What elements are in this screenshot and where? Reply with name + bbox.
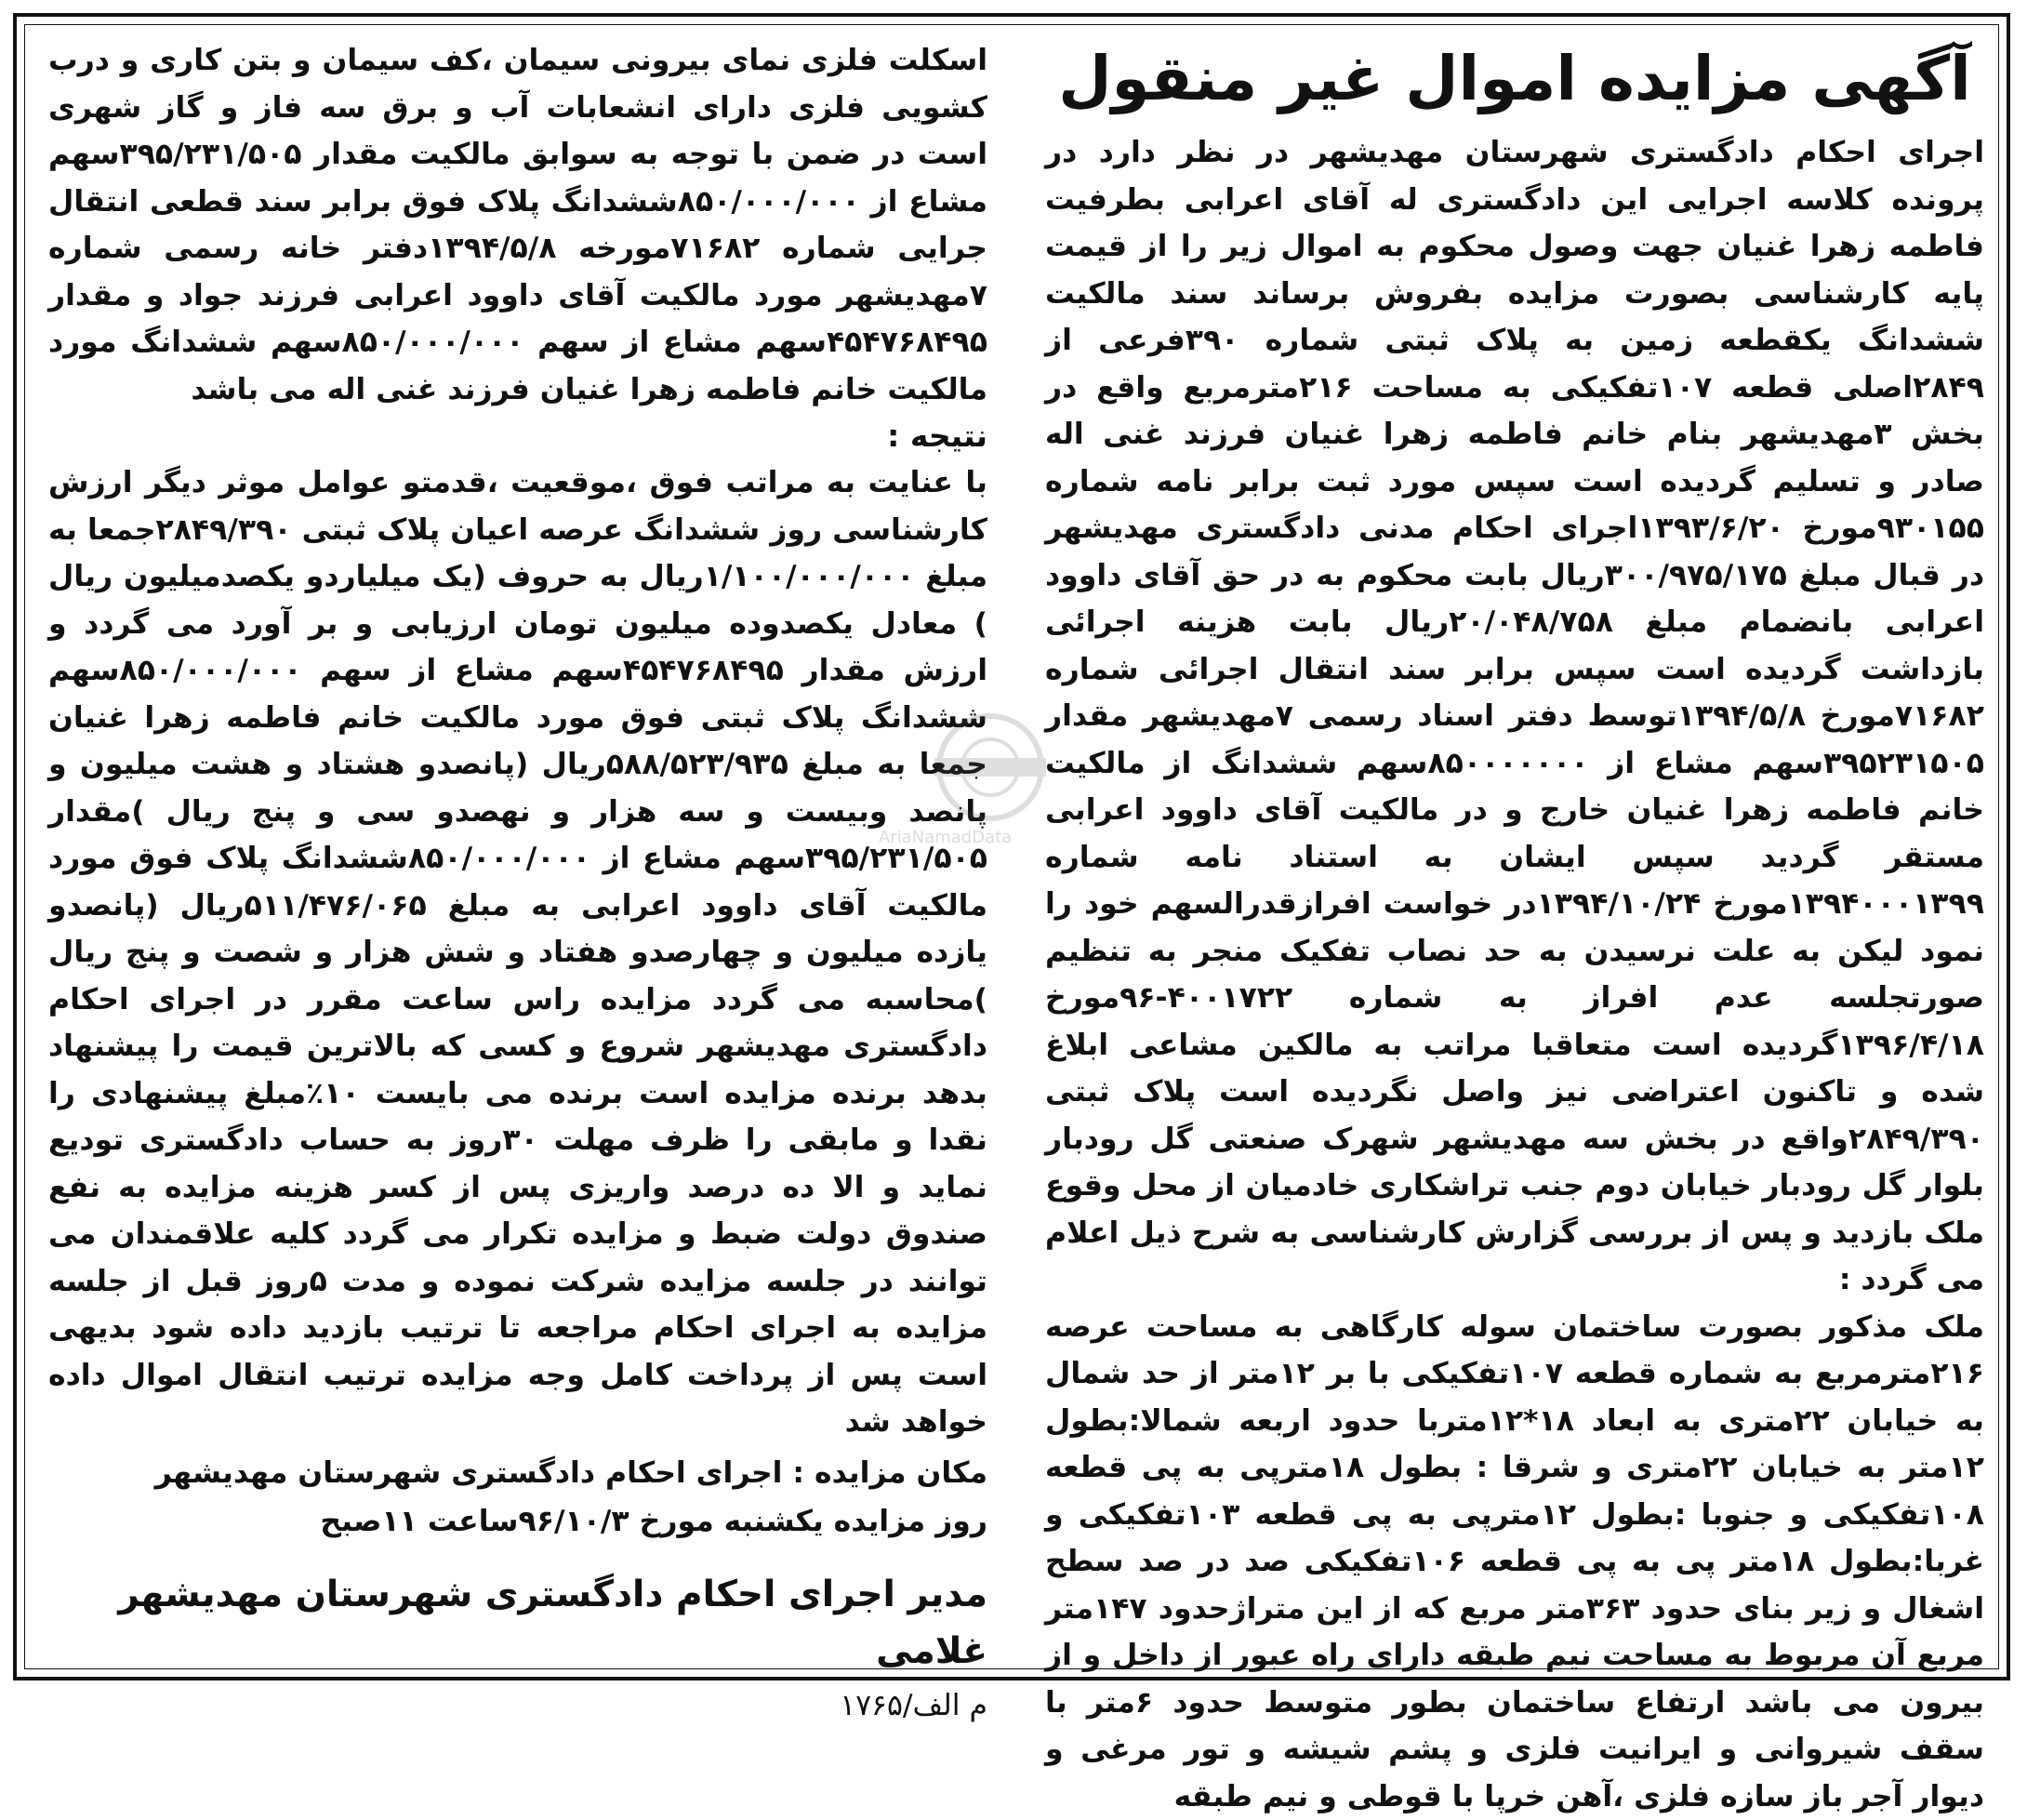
watermark-logo: [879, 707, 1102, 893]
notice-paragraph-2: ملک مذکور بصورت ساختمان سوله کارگاهی به مساحت عرصه ۲۱۶مترمربع به شماره قطعه ۱۰۷تفکیکی با بر ۱۲متر از حد شمال به خیابان ۲۲متری به ابعاد ۱۸*۱۲متربا حدود اربعه شمالا:بطول ۱۲متر به خیابان ۲۲متری و شرقا : بطول ۱۸مترپی به پی قطعه ۱۰۸تفکیکی و جنوبا :بطول ۱۲مترپی به پی قطعه ۱۰۳تفکیکی و غربا:بطول ۱۸متر پی به پی قطعه ۱۰۶تفکیکی صد در صد سطح اشغال و زیر بنای حدود ۳۶۳متر مربع که از این متراژحدود ۱۴۷متر مربع آن مربوط به مساحت نیم طبقه دارای راه عبور از داخل و از بیرون می باشد ارتفاع ساختمان بطور متوسط حدود ۶متر با سقف شیروانی و ایرانیت فلزی و پشم شیشه و تور مرغی و دیوار آجر باز سازه فلزی ،آهن خرپا با قوطی و نیم طبقه: [1045, 1304, 1984, 1820]
signature-title: مدیر اجرای احکام دادگستری شهرستان مهدیشهر: [48, 1565, 987, 1625]
watermark-emblem-icon: [879, 707, 1102, 828]
left-column: [48, 37, 987, 1722]
signature-name: غلامی: [48, 1630, 987, 1672]
notice-paragraph-1: اجرای احکام دادگستری شهرستان مهدیشهر در نظر دارد در پرونده کلاسه اجرایی این دادگستری له آقای اعرابی بطرفیت فاطمه زهرا غنیان جهت وصول محکوم به اموال زیر را از قیمت پایه کارشناسی بصورت مزایده بفروش برساند سند مالکیت ششدانگ یکقطعه زمین به پلاک ثبتی شماره ۳۹۰فرعی از ۲۸۴۹اصلی قطعه ۱۰۷تفکیکی به مساحت ۲۱۶مترمربع واقع در بخش ۳مهدیشهر بنام خانم فاطمه زهرا غنیان فرزند غنی اله صادر و تسلیم گردیده است سپس مورد ثبت برابر نامه شماره ۹۳۰۱۵۵مورخ ۱۳۹۳/۶/۲۰اجرای احکام مدنی دادگستری مهدیشهر در قبال مبلغ ۳۰۰/۹۷۵/۱۷۵ریال بابت محکوم به در حق آقای داوود اعرابی بانضمام مبلغ ۲۰/۰۴۸/۷۵۸ریال بابت هزینه اجرائی بازداشت گردیده است سپس برابر سند انتقال اجرائی شماره ۷۱۶۸۲مورخ ۱۳۹۴/۵/۸توسط دفتر اسناد رسمی ۷مهدیشهر مقدار ۳۹۵۲۳۱۵۰۵سهم مشاع از ۸۵۰۰۰۰۰۰۰سهم ششدانگ از مالکیت خانم فاطمه زهرا غنیان خارج و در مالکیت آقای داوود اعرابی مستقر گردید سپس ایشان به استناد نامه شماره ۱۳۹۴۰۰۰۱۳۹۹مورخ ۱۳۹۴/۱۰/۲۴در خواست افرازقدرالسهم خود را نمود لیکن به علت نرسیدن به حد نصاب تفکیک منجر به تنظیم صورتجلسه عدم افراز به شماره ۴۰۰۱۷۲۲-۹۶مورخ ۱۳۹۶/۴/۱۸گردیده است متعاقبا مراتب به مالکین مشاعی ابلاغ شده و تاکنون اعتراضی نیز واصل نگردیده است پلاک ثبتی ۲۸۴۹/۳۹۰واقع در بخش سه مهدیشهر شهرک صنعتی گل رودبار بلوار گل رودبار خیابان دوم جنب تراشکاری خادمیان از محل وقوع ملک بازدید و پس از بررسی گزارش کارشناسی به شرح ذیل اعلام می گردد :: [1045, 129, 1984, 1304]
auction-date: روز مزایده یکشنبه مورخ ۹۶/۱۰/۳ساعت ۱۱صبح: [48, 1500, 987, 1543]
notice-paragraph-3: اسکلت فلزی نمای بیرونی سیمان ،کف سیمان و بتن کاری و درب کشویی فلزی دارای انشعابات آب و برق سه فاز و گاز شهری است در ضمن با توجه به سوابق مالکیت مقدار ۳۹۵/۲۳۱/۵۰۵سهم مشاع از ۸۵۰/۰۰۰/۰۰۰ششدانگ پلاک فوق برابر سند قطعی انتقال جرایی شماره ۷۱۶۸۲مورخه ۱۳۹۴/۵/۸دفتر خانه رسمی شماره ۷مهدیشهر مورد مالکیت آقای داوود اعرابی فرزند جواد و مقدار ۴۵۴۷۶۸۴۹۵سهم مشاع از سهم ۸۵۰/۰۰۰/۰۰۰سهم ششدانگ مورد مالکیت خانم فاطمه زهرا غنیان فرزند غنی اله می باشد: [48, 37, 987, 413]
auction-location: مکان مزایده : اجرای احکام دادگستری شهرستان مهدیشهر: [48, 1452, 987, 1495]
result-paragraph: با عنایت به مراتب فوق ،موقعیت ،قدمتو عوامل موثر دیگر ارزش کارشناسی روز ششدانگ عرصه اعیان پلاک ثبتی ۲۸۴۹/۳۹۰جمعا به مبلغ ۱/۱۰۰/۰۰۰/۰۰۰ریال به حروف (یک میلیاردو یکصدمیلیون ریال ) معادل یکصدوده میلیون تومان ارزیابی و بر آورد می گردد و ارزش مقدار ۴۵۴۷۶۸۴۹۵سهم مشاع از سهم ۸۵۰/۰۰۰/۰۰۰سهم ششدانگ پلاک ثبتی فوق مورد مالکیت خانم فاطمه زهرا غنیان جمعا به مبلغ ۵۸۸/۵۲۳/۹۳۵ریال (پانصدو هشتاد و هشت میلیون و پانصد وبیست و سه هزار و نهصدو سی و پنج ریال )مقدار ۳۹۵/۲۳۱/۵۰۵سهم مشاع از ۸۵۰/۰۰۰/۰۰۰ششدانگ پلاک فوق مورد مالکیت آقای داوود اعرابی به مبلغ ۵۱۱/۴۷۶/۰۶۵ریال (پانصدو یازده میلیون و چهارصدو هفتاد و شش هزار و شصت و پنج ریال )محاسبه می گردد مزایده راس ساعت مقرر در اجرای احکام دادگستری مهدیشهر شروع و کسی که بالاترین قیمت را پیشنهاد بدهد برنده مزایده است برنده می بایست ۱۰٪مبلغ پیشنهادی را نقدا و مابقی را ظرف مهلت ۳۰روز به حساب دادگستری تودیع نماید و الا ده درصد واریزی پس از کسر هزینه مزایده به نفع صندوق دولت ضبط و مزایده تکرار می گردد کلیه علاقمندان می توانند در جلسه مزایده شرکت نموده و مدت ۵روز قبل از جلسه مزایده به اجرای احکام مراجعه تا ترتیب بازدید داده شود بدیهی است پس از پرداخت کامل وجه مزایده ترتیب انتقال اموال داده خواهد شد: [48, 459, 987, 1446]
notice-title: آگهی مزایده اموال غیر منقول: [1045, 43, 1984, 114]
reference-number: م الف/۱۷۶۵: [48, 1689, 987, 1722]
result-heading: نتیجه :: [48, 413, 987, 459]
watermark-text: AriaNamadData: [879, 828, 1012, 847]
right-column: [1045, 37, 1984, 1820]
